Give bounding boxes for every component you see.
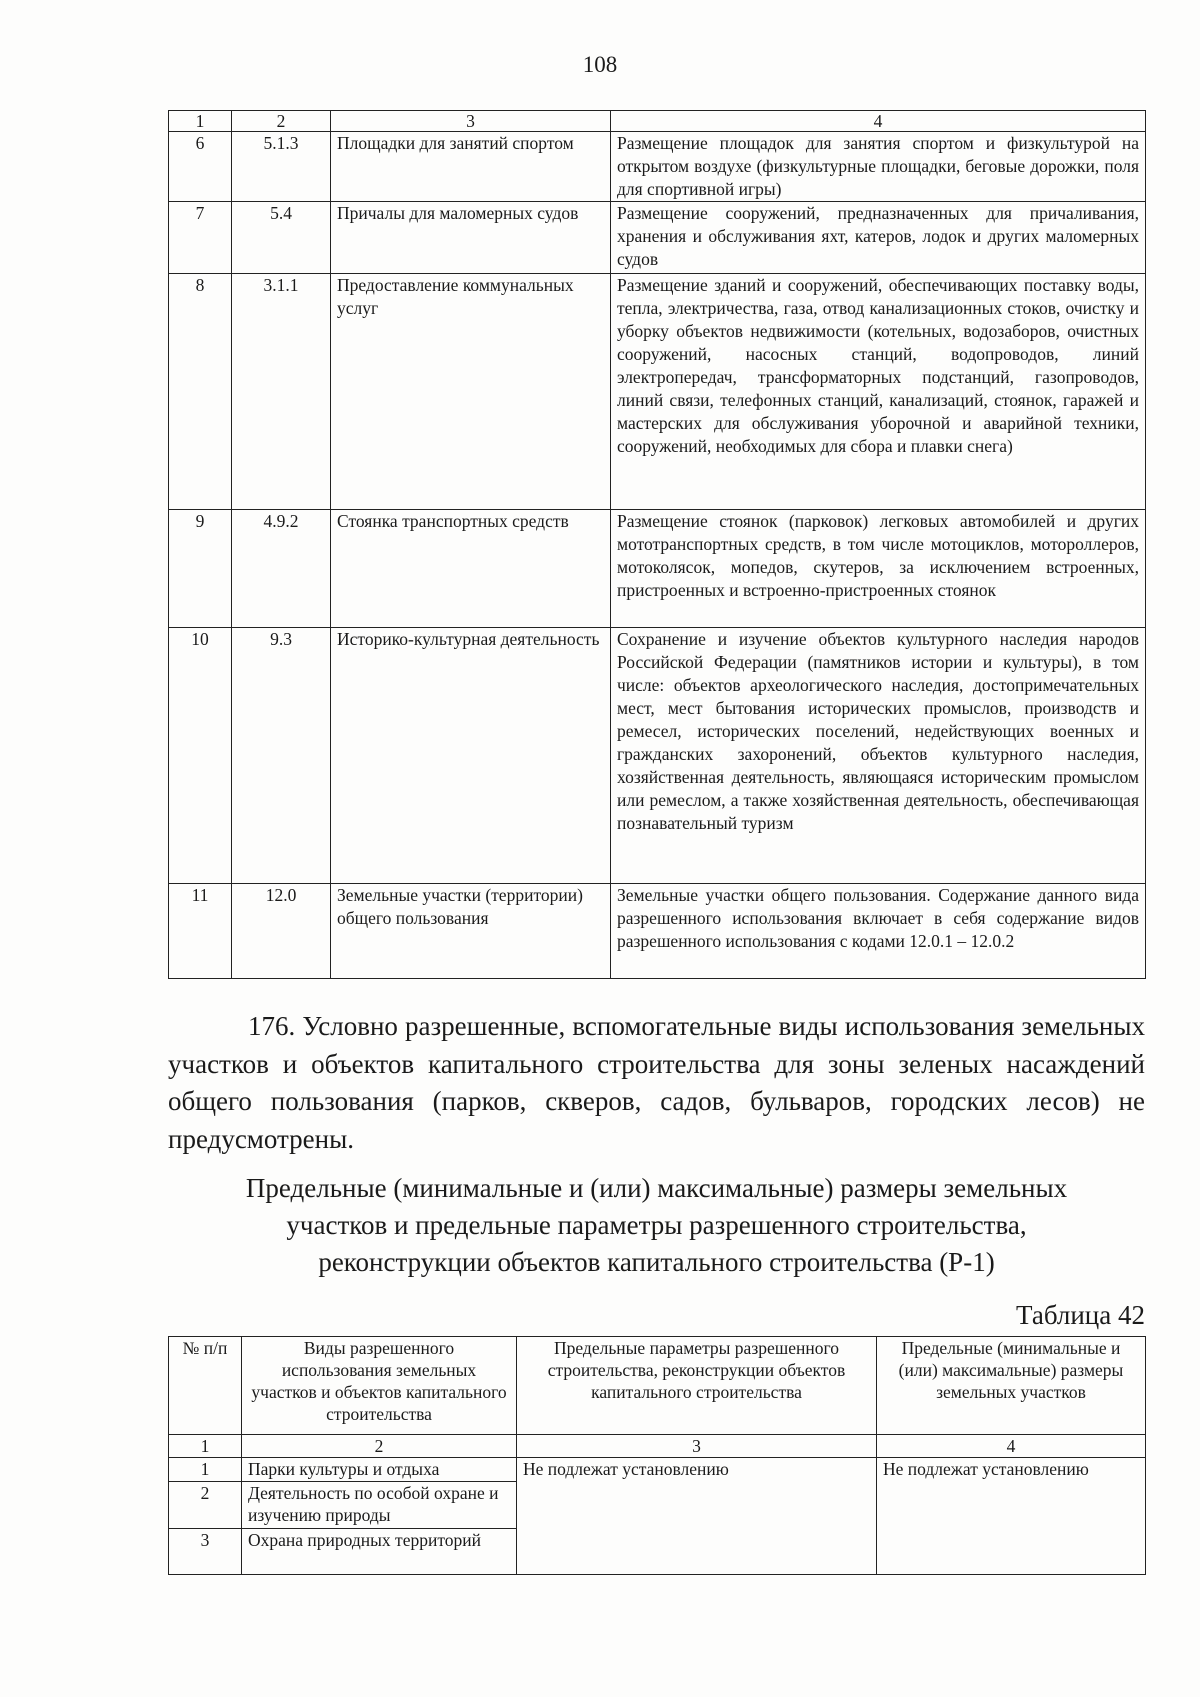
row-number: 2 (169, 1482, 242, 1529)
column-number-3: 3 (517, 1435, 877, 1458)
use-name: Деятельность по особой охране и изучению природы (242, 1482, 517, 1529)
column-number-1: 1 (169, 1435, 242, 1458)
row-number: 1 (169, 1458, 242, 1482)
use-code: 3.1.1 (232, 274, 331, 510)
heading-line: участков и предельные параметры разрешенного строительства, (286, 1210, 1027, 1240)
construction-parameters: Не подлежат установлению (517, 1458, 877, 1575)
table-row (169, 202, 1146, 274)
paragraph-176: 176. Условно разрешенные, вспомогательные виды использования земельных участков и объектов капитального строительства для зоны зеленых насаждений общего пользования (парков, скверов, садов, бульваров, городских лесов) не предусмотрены. (168, 1011, 1145, 1154)
table-row (169, 1458, 1146, 1482)
column-number-1: 1 (169, 111, 232, 132)
section-heading (168, 1170, 1145, 1281)
header-cell: Предельные параметры разрешенного строительства, реконструкции объектов капитального строительства (517, 1337, 877, 1435)
use-description: Сохранение и изучение объектов культурного наследия народов Российской Федерации (памятников истории и культуры), в том числе: объектов археологического наследия, достопримечательных мест, мест бытования исторических промыслов, производств и ремесел, исторических поселений, недействующих военных и гражданских захоронений, объектов культурного наследия, хозяйственная деятельность, являющаяся историческим промыслом или ремеслом, а также хозяйственная деятельность, обеспечивающая познавательный туризм (611, 628, 1146, 884)
heading-line: реконструкции объектов капитального строительства (Р-1) (318, 1247, 995, 1277)
row-number: 7 (169, 202, 232, 274)
column-number-2: 2 (242, 1435, 517, 1458)
column-number-4: 4 (611, 111, 1146, 132)
row-number: 6 (169, 132, 232, 202)
column-number-4: 4 (877, 1435, 1146, 1458)
plot-size-limits: Не подлежат установлению (877, 1458, 1146, 1575)
use-code: 4.9.2 (232, 510, 331, 628)
permitted-uses-table (168, 110, 1146, 979)
row-number: 9 (169, 510, 232, 628)
use-code: 5.1.3 (232, 132, 331, 202)
use-name: Причалы для маломерных судов (331, 202, 611, 274)
row-number: 10 (169, 628, 232, 884)
use-description: Размещение сооружений, предназначенных для причаливания, хранения и обслуживания яхт, катеров, лодок и других маломерных судов (611, 202, 1146, 274)
use-description: Земельные участки общего пользования. Содержание данного вида разрешенного использования включает в себя содержание видов разрешенного использования с кодами 12.0.1 – 12.0.2 (611, 884, 1146, 979)
use-name: Земельные участки (территории) общего пользования (331, 884, 611, 979)
table-header-row (169, 111, 1146, 132)
use-description: Размещение зданий и сооружений, обеспечивающих поставку воды, тепла, электричества, газа, отвод канализационных стоков, очистку и уборку объектов недвижимости (котельных, водозаборов, очистных сооружений, насосных станций, водопроводов, линий электропередач, трансформаторных подстанций, газопроводов, линий связи, телефонных станций, канализаций, стоянок, гаражей и мастерских для обслуживания уборочной и аварийной техники, сооружений, необходимых для сбора и плавки снега) (611, 274, 1146, 510)
use-name: Стоянка транспортных средств (331, 510, 611, 628)
header-cell: Предельные (минимальные и (или) максимальные) размеры земельных участков (877, 1337, 1146, 1435)
table-row (169, 628, 1146, 884)
use-description: Размещение площадок для занятия спортом и физкультурой на открытом воздухе (физкультурные площадки, беговые дорожки, поля для спортивной игры) (611, 132, 1146, 202)
table-row (169, 132, 1146, 202)
table-row (169, 274, 1146, 510)
row-number: 11 (169, 884, 232, 979)
column-number-2: 2 (232, 111, 331, 132)
use-code: 5.4 (232, 202, 331, 274)
table-row (169, 884, 1146, 979)
table-caption: Таблица 42 (1016, 1300, 1145, 1330)
column-number-3: 3 (331, 111, 611, 132)
limit-parameters-table (168, 1336, 1146, 1575)
header-cell: № п/п (169, 1337, 242, 1435)
use-code: 9.3 (232, 628, 331, 884)
table-header-row (169, 1337, 1146, 1435)
use-name: Площадки для занятий спортом (331, 132, 611, 202)
use-code: 12.0 (232, 884, 331, 979)
use-name: Охрана природных территорий (242, 1529, 517, 1575)
use-description: Размещение стоянок (парковок) легковых автомобилей и других мототранспортных средств, в том числе мотоциклов, мотороллеров, мотоколясок, мопедов, скутеров, за исключением встроенных, пристроенных и встроенно-пристроенных стоянок (611, 510, 1146, 628)
table-row (169, 510, 1146, 628)
column-number-row (169, 1435, 1146, 1458)
use-name: Предоставление коммунальных услуг (331, 274, 611, 510)
page-number: 108 (582, 52, 618, 77)
use-name: Историко-культурная деятельность (331, 628, 611, 884)
header-cell: Виды разрешенного использования земельных участков и объектов капитального строительства (242, 1337, 517, 1435)
row-number: 3 (169, 1529, 242, 1575)
heading-line: Предельные (минимальные и (или) максимальные) размеры земельных (245, 1173, 1068, 1203)
use-name: Парки культуры и отдыха (242, 1458, 517, 1482)
row-number: 8 (169, 274, 232, 510)
